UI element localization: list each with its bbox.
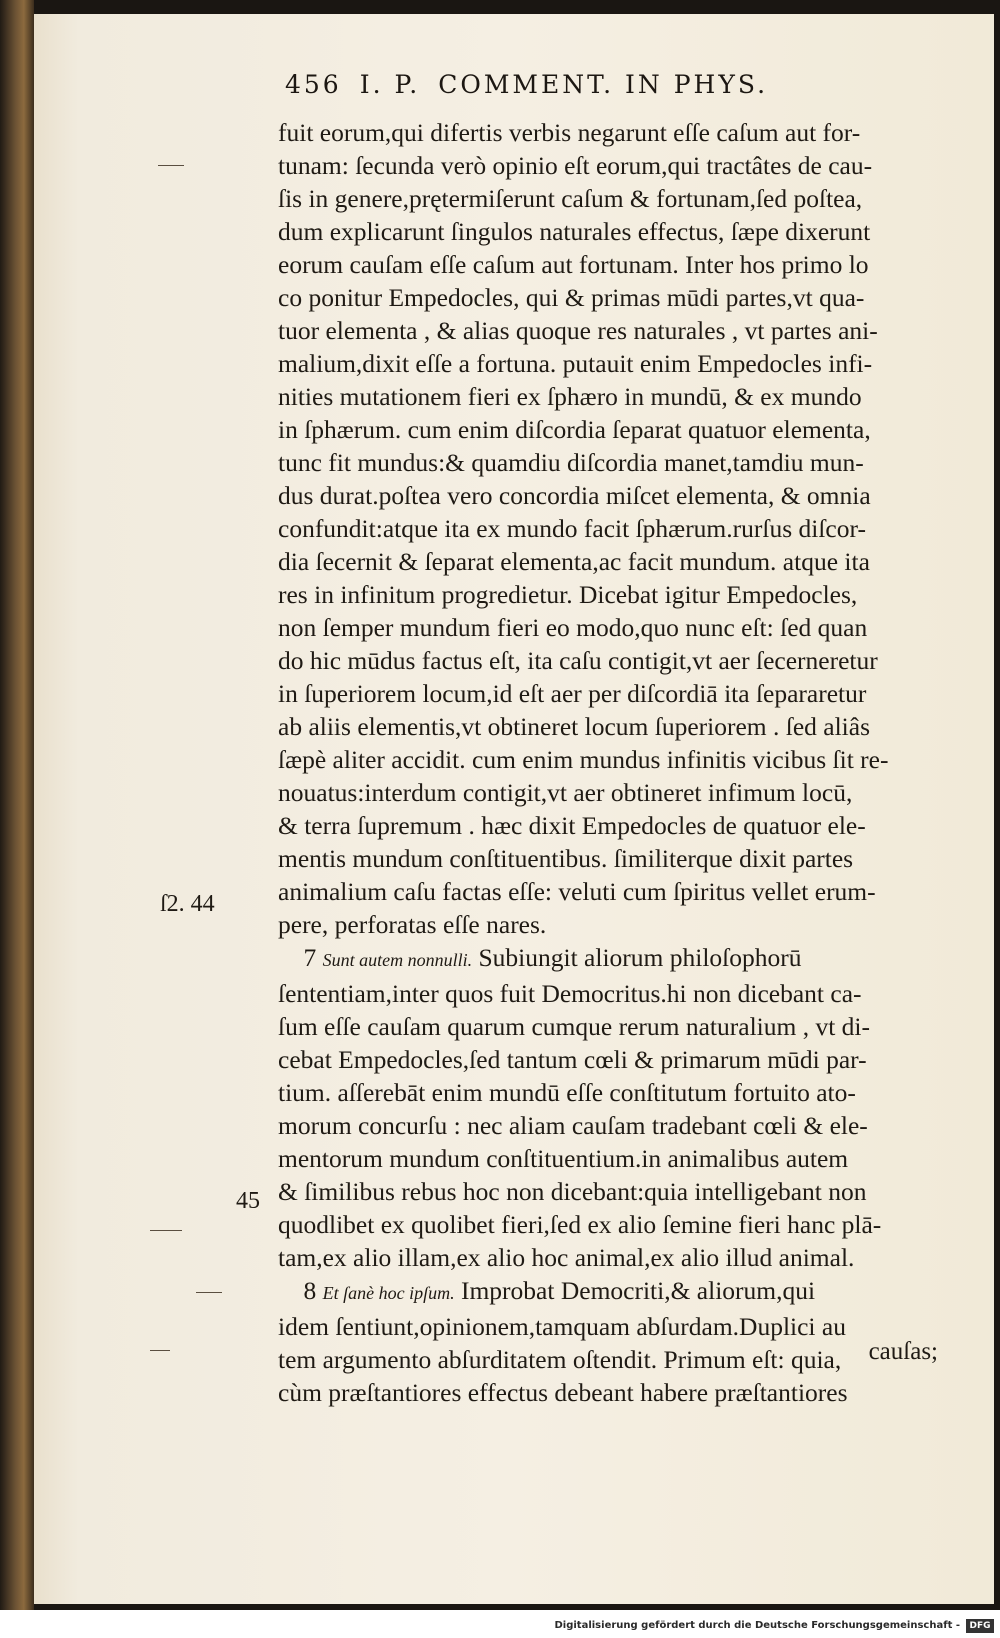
text-line: tunc fit mundus:& quamdiu diſcordia manet,tamdiu mun- bbox=[278, 448, 864, 477]
section-8-first-line bbox=[278, 1274, 940, 1310]
margin-ref-section-8: 45 bbox=[236, 1188, 260, 1214]
margin-tick bbox=[150, 1350, 170, 1351]
text-line: & terra ſupremum . hæc dixit Empedocles de quatuor ele- bbox=[278, 811, 866, 840]
book-spine bbox=[0, 0, 34, 1610]
text-line: res in infinitum progredietur. Dicebat igitur Empedocles, bbox=[278, 580, 858, 609]
section-8-first-line-text: Improbat Democriti,& aliorum,qui bbox=[460, 1276, 816, 1305]
text-line: cùm præſtantiores effectus debeant habere præſtantiores bbox=[278, 1378, 848, 1407]
text-line: ſententiam,inter quos fuit Democritus.hi non dicebant ca- bbox=[278, 979, 862, 1008]
running-head bbox=[285, 70, 768, 99]
text-line: idem ſentiunt,opinionem,tamquam abſurdam.Duplici au bbox=[278, 1312, 846, 1341]
text-line: ſæpè aliter accidit. cum enim mundus infinitis vicibus ſit re- bbox=[278, 745, 889, 774]
text-line: animalium caſu factas eſſe: veluti cum ſpiritus vellet erum- bbox=[278, 877, 876, 906]
section-7-lemma: Sunt autem nonnulli. bbox=[322, 950, 473, 970]
paragraph-empedocles bbox=[278, 116, 940, 941]
section-8-number: 8 bbox=[303, 1276, 317, 1305]
text-line: malium,dixit eſſe a fortuna. putauit enim Empedocles infi- bbox=[278, 349, 873, 378]
digitization-credit: Digitalisierung gefördert durch die Deutsche Forschungsgemeinschaft - bbox=[554, 1620, 960, 1631]
section-7-first-line bbox=[278, 941, 940, 977]
text-line: pere, perforatas eſſe nares. bbox=[278, 910, 547, 939]
dfg-logo: DFG bbox=[966, 1619, 994, 1633]
section-8-body bbox=[278, 1310, 940, 1409]
text-line: nouatus:interdum contigit,vt aer obtineret infimum locū, bbox=[278, 778, 853, 807]
text-line: nities mutationem fieri ex ſphæro in mundū, & ex mundo bbox=[278, 382, 862, 411]
text-line: fuit eorum,qui difertis verbis negarunt eſſe caſum aut for- bbox=[278, 118, 861, 147]
text-line: co ponitur Empedocles, qui & primas mūdi partes,vt qua- bbox=[278, 283, 865, 312]
section-7-first-line-text: Subiungit aliorum philoſophorū bbox=[478, 943, 802, 972]
running-title-initials: I. P. bbox=[359, 70, 421, 99]
text-line: dus durat.poſtea vero concordia miſcet elementa, & omnia bbox=[278, 481, 871, 510]
text-line: in ſuperiorem locum,id eſt aer per diſcordiā ita ſepararetur bbox=[278, 679, 867, 708]
text-line: confundit:atque ita ex mundo facit ſphærum.rurſus diſcor- bbox=[278, 514, 866, 543]
text-line: mentis mundum conſtituentibus. ſimiliterque dixit partes bbox=[278, 844, 854, 873]
margin-tick bbox=[158, 165, 184, 166]
text-line: mentorum mundum conſtituentium.in animalibus autem bbox=[278, 1144, 849, 1173]
text-line: non ſemper mundum fieri eo modo,quo nunc eſt: ſed quan bbox=[278, 613, 868, 642]
text-line: quodlibet ex quolibet fieri,ſed ex alio ſemine fieri hanc plā- bbox=[278, 1210, 882, 1239]
section-7-number: 7 bbox=[303, 943, 317, 972]
page-number: 456 bbox=[285, 70, 342, 99]
text-line: in ſphærum. cum enim diſcordia ſeparat quatuor elementa, bbox=[278, 415, 871, 444]
text-line: dum explicarunt ſingulos naturales effectus, ſæpe dixerunt bbox=[278, 217, 871, 246]
text-line: ſis in genere,prętermiſerunt caſum & fortunam,ſed poſtea, bbox=[278, 184, 863, 213]
section-7 bbox=[278, 941, 940, 1274]
text-line: & ſimilibus rebus hoc non dicebant:quia intelligebant non bbox=[278, 1177, 867, 1206]
margin-tick bbox=[196, 1292, 222, 1293]
text-line: morum concurſu : nec aliam cauſam tradebant cœli & ele- bbox=[278, 1111, 868, 1140]
section-8-lemma: Et ſanè hoc ipſum. bbox=[322, 1283, 455, 1303]
text-line: do hic mūdus factus eſt, ita caſu contigit,vt aer ſecerneretur bbox=[278, 646, 878, 675]
running-title: COMMENT. IN PHYS. bbox=[438, 70, 769, 99]
text-line: tem argumento abſurditatem oſtendit. Primum eſt: quia, bbox=[278, 1345, 842, 1374]
text-line: cebat Empedocles,ſed tantum cœli & primarum mūdi par- bbox=[278, 1045, 867, 1074]
section-8 bbox=[278, 1274, 940, 1409]
catchword: cauſas; bbox=[868, 1338, 938, 1365]
main-text bbox=[278, 116, 940, 1409]
text-line: tuor elementa , & alias quoque res naturales , vt partes ani- bbox=[278, 316, 878, 345]
text-line: ſum eſſe cauſam quarum cumque rerum naturalium , vt di- bbox=[278, 1012, 870, 1041]
margin-tick bbox=[150, 1230, 182, 1231]
text-line: tam,ex alio illam,ex alio hoc animal,ex alio illud animal. bbox=[278, 1243, 855, 1272]
text-line: tium. aſſerebāt enim mundū eſſe conſtitutum fortuito ato- bbox=[278, 1078, 856, 1107]
text-line: dia ſecernit & ſeparat elementa,ac facit mundum. atque ita bbox=[278, 547, 870, 576]
section-7-body bbox=[278, 977, 940, 1274]
text-line: eorum cauſam eſſe caſum aut fortunam. Inter hos primo lo bbox=[278, 250, 869, 279]
text-line: ab aliis elementis,vt obtineret locum ſuperiorem . ſed aliâs bbox=[278, 712, 870, 741]
text-line: tunam: ſecunda verò opinio eſt eorum,qui tractâtes de cau- bbox=[278, 151, 873, 180]
margin-ref-section-7: ſ2. 44 bbox=[160, 891, 215, 917]
